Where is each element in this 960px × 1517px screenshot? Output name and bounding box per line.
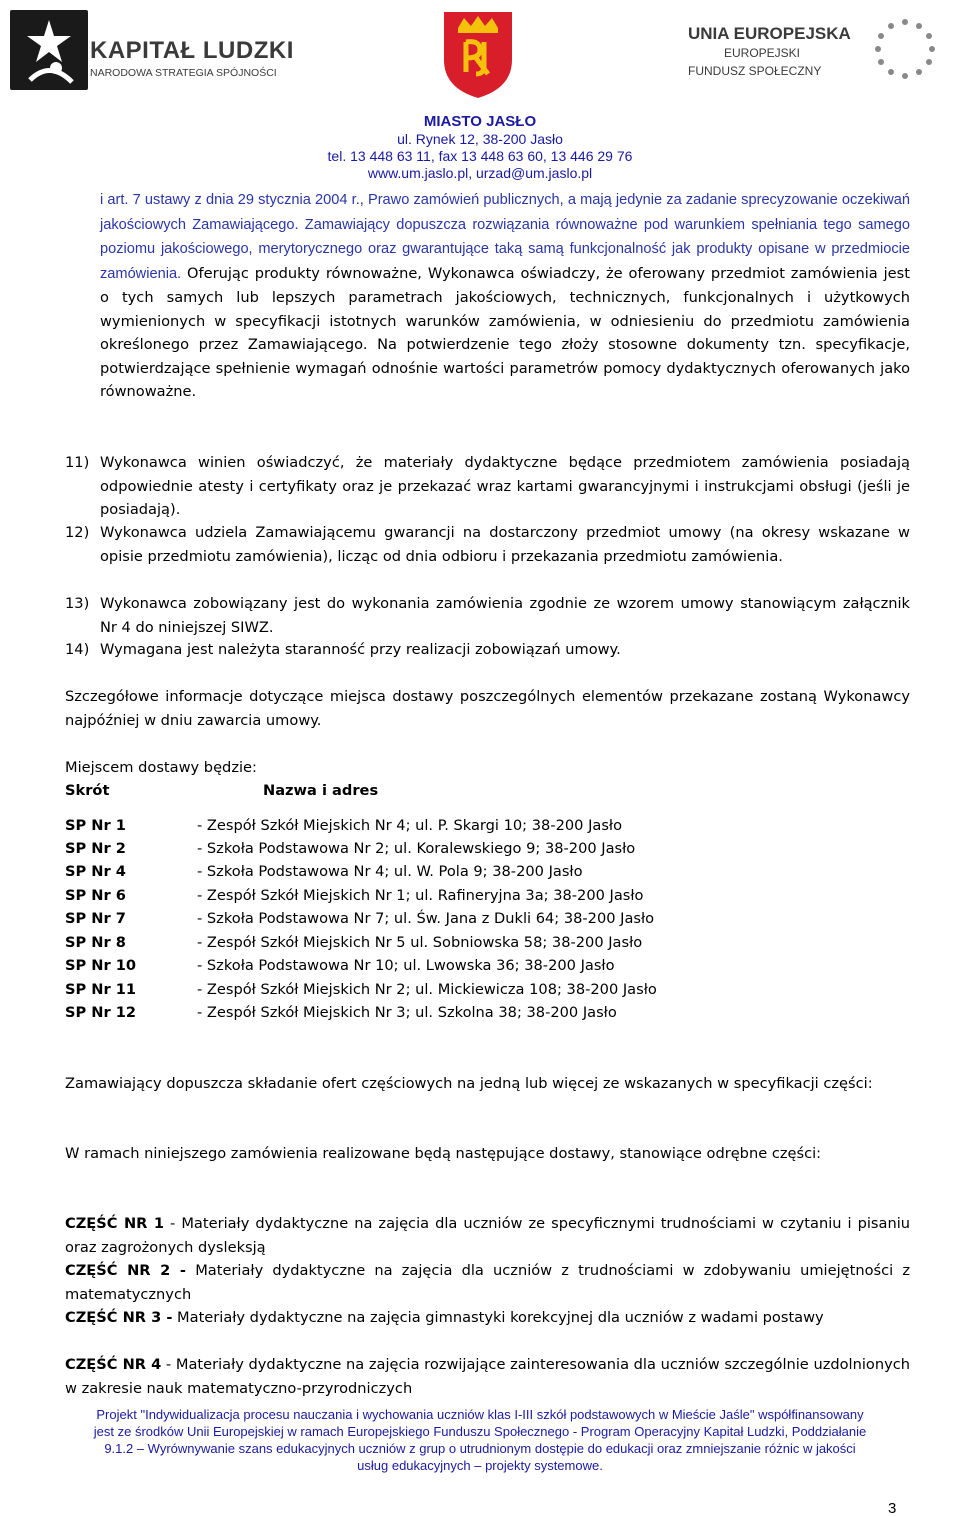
delivery-intro: Miejscem dostawy będzie:: [65, 759, 257, 776]
kapital-ludzki-subtitle: NARODOWA STRATEGIA SPÓJNOŚCI: [90, 67, 277, 79]
part-item: [65, 1306, 910, 1330]
school-code: SP Nr 1: [65, 817, 126, 834]
school-address: - Szkoła Podstawowa Nr 4; ul. W. Pola 9; 38-200 Jasło: [197, 863, 583, 880]
school-address: - Zespół Szkół Miejskich Nr 1; ul. Rafineryjna 3a; 38-200 Jasło: [197, 887, 644, 904]
part-label: CZĘŚĆ NR 2 -: [65, 1262, 186, 1279]
contact-web: www.um.jaslo.pl, urzad@um.jaslo.pl: [367, 165, 593, 181]
part-text: Materiały dydaktyczne na zajęcia dla uczniów ze specyficznymi trudnościami w czytaniu i pisaniu oraz zagrożonych dysleksją: [65, 1215, 911, 1256]
part-item: [65, 1212, 910, 1259]
contact-phone: tel. 13 448 63 11, fax 13 448 63 60, 13 446 29 76: [327, 148, 633, 164]
part-sep: [186, 1262, 195, 1279]
list-item: [65, 638, 910, 662]
footer-line-3: 9.1.2 – Wyrównywanie szans edukacyjnych uczniów z grup o utrudnionym dostępie do edukacji oraz zmniejszanie różnic w jakości: [104, 1441, 856, 1456]
jaslo-crest-icon: [440, 8, 516, 100]
list-text: Wymagana jest należyta staranność przy realizacji zobowiązań umowy.: [100, 641, 621, 658]
school-code: SP Nr 8: [65, 934, 126, 951]
list-item: [65, 592, 910, 639]
list-item: [65, 451, 910, 522]
list-text: Wykonawca zobowiązany jest do wykonania zamówienia zgodnie ze wzorem umowy stanowiącym załącznik Nr 4 do niniejszej SIWZ.: [100, 595, 910, 636]
footer-line-2: jest ze środków Unii Europejskiej w ramach Europejskiego Funduszu Społecznego - Program Operacyjny Kapitał Ludzki, Poddziałanie: [93, 1424, 867, 1439]
part-sep: -: [164, 1215, 182, 1232]
footer-line-4: usług edukacyjnych – projekty systemowe.: [357, 1458, 603, 1473]
contact-address: ul. Rynek 12, 38-200 Jasło: [397, 131, 563, 147]
parts-intro-paragraph: W ramach niniejszego zamówienia realizowane będą następujące dostawy, stanowiące odrębne części:: [65, 1145, 822, 1162]
part-label: CZĘŚĆ NR 4: [65, 1356, 162, 1373]
details-paragraph: Szczegółowe informacje dotyczące miejsca dostawy poszczególnych elementów przekazane zostaną Wykonawcy najpóźniej w dniu zawarcia umowy.: [65, 688, 910, 729]
school-code: SP Nr 6: [65, 887, 126, 904]
school-address: - Zespół Szkół Miejskich Nr 4; ul. P. Skargi 10; 38-200 Jasło: [197, 817, 622, 834]
school-address: - Szkoła Podstawowa Nr 2; ul. Koralewskiego 9; 38-200 Jasło: [197, 840, 636, 857]
school-code: SP Nr 10: [65, 957, 137, 974]
part-label: CZĘŚĆ NR 1: [65, 1215, 165, 1232]
eu-logo-title: UNIA EUROPEJSKA: [688, 24, 851, 43]
school-code: SP Nr 11: [65, 981, 137, 998]
requirements-paragraph-blue: i art. 7 ustawy z dnia 29 stycznia 2004 r., Prawo zamówień publicznych, a mają jedynie za zadanie sprecyzowanie oczekiwań jakościowych Zamawiającego. Zamawiający dopuszcza rozwiązania równoważne pod warunkiem spełniania tego samego poziomu jakościowego, merytorycznego oraz gwarantujące taką samą funkcjonalność jak produkty opisane w przedmiocie zamówienia.: [100, 192, 910, 282]
part-label: CZĘŚĆ NR 3 -: [65, 1309, 173, 1326]
list-number: 14): [65, 641, 90, 658]
school-code: SP Nr 12: [65, 1004, 137, 1021]
contact-title: MIASTO JASŁO: [423, 113, 537, 130]
list-number: 12): [65, 524, 90, 541]
partial-offers-paragraph: Zamawiający dopuszcza składanie ofert częściowych na jedną lub więcej ze wskazanych w specyfikacji części:: [65, 1075, 873, 1092]
delivery-col-name: Nazwa i adres: [263, 782, 379, 799]
school-address: - Zespół Szkół Miejskich Nr 2; ul. Mickiewicza 108; 38-200 Jasło: [197, 981, 657, 998]
kapital-ludzki-logo-icon: [10, 10, 88, 90]
part-text: Materiały dydaktyczne na zajęcia gimnastyki korekcyjnej dla uczniów z wadami postawy: [177, 1309, 824, 1326]
school-address: - Zespół Szkół Miejskich Nr 3; ul. Szkolna 38; 38-200 Jasło: [197, 1004, 617, 1021]
list-item: [65, 521, 910, 568]
requirements-paragraph-rest: Oferując produkty równoważne, Wykonawca oświadczy, że oferowany przedmiot zamówienia jest o tych samych lub lepszych parametrach jakościowych, technicznych, funkcjonalnych i użytkowych wymienionych w specyfikacji istotnych warunków zamówienia, w odniesieniu do przedmiotu zamówienia określonego przez Zamawiającego. Na potwierdzenie tego złoży stosowne dokumenty tzn. specyfikacje, potwierdzające spełnienie wymagań odnośnie wartości parametrów pomocy dydaktycznych oferowanych jako równoważne.: [100, 264, 910, 400]
eu-stars-icon: [860, 14, 950, 84]
list-number: 11): [65, 454, 90, 471]
part-sep: -: [161, 1356, 176, 1373]
school-code: SP Nr 7: [65, 910, 126, 927]
eu-logo-line2: EUROPEJSKI: [724, 46, 801, 60]
school-code: SP Nr 2: [65, 840, 126, 857]
part-item: [65, 1259, 910, 1306]
part-item: [65, 1353, 910, 1400]
page-number: 3: [888, 1500, 897, 1517]
school-address: - Szkoła Podstawowa Nr 7; ul. Św. Jana z Dukli 64; 38-200 Jasło: [197, 910, 655, 927]
part-text: Materiały dydaktyczne na zajęcia dla uczniów z trudnościami w zdobywaniu umiejętności z matematycznych: [65, 1262, 911, 1303]
list-text: Wykonawca udziela Zamawiającemu gwarancji na dostarczony przedmiot umowy (na okresy wskazane w opisie przedmiotu zamówienia), licząc od dnia odbioru i przekazania przedmiotu zamówienia.: [100, 524, 910, 565]
school-code: SP Nr 4: [65, 863, 126, 880]
list-number: 13): [65, 595, 90, 612]
kapital-ludzki-title: KAPITAŁ LUDZKI: [90, 37, 294, 64]
list-text: Wykonawca winien oświadczyć, że materiały dydaktyczne będące przedmiotem zamówienia posiadają odpowiednie atesty i certyfikaty oraz je przekazać wraz kartami gwarancyjnymi i instrukcjami obsługi (jeśli je posiadają).: [100, 454, 910, 518]
delivery-col-short: Skrót: [65, 782, 110, 799]
school-address: - Zespół Szkół Miejskich Nr 5 ul. Sobniowska 58; 38-200 Jasło: [197, 934, 643, 951]
eu-logo-line3: FUNDUSZ SPOŁECZNY: [688, 64, 822, 78]
school-address: - Szkoła Podstawowa Nr 10; ul. Lwowska 36; 38-200 Jasło: [197, 957, 615, 974]
requirements-paragraph: [100, 188, 910, 404]
footer-line-1: Projekt "Indywidualizacja procesu nauczania i wychowania uczniów klas I-III szkół podstawowych w Mieście Jaśle" współfinansowany: [96, 1407, 864, 1422]
part-text: Materiały dydaktyczne na zajęcia rozwijające zainteresowania dla uczniów szczególnie uzdolnionych w zakresie nauk matematyczno-przyrodniczych: [65, 1356, 910, 1397]
